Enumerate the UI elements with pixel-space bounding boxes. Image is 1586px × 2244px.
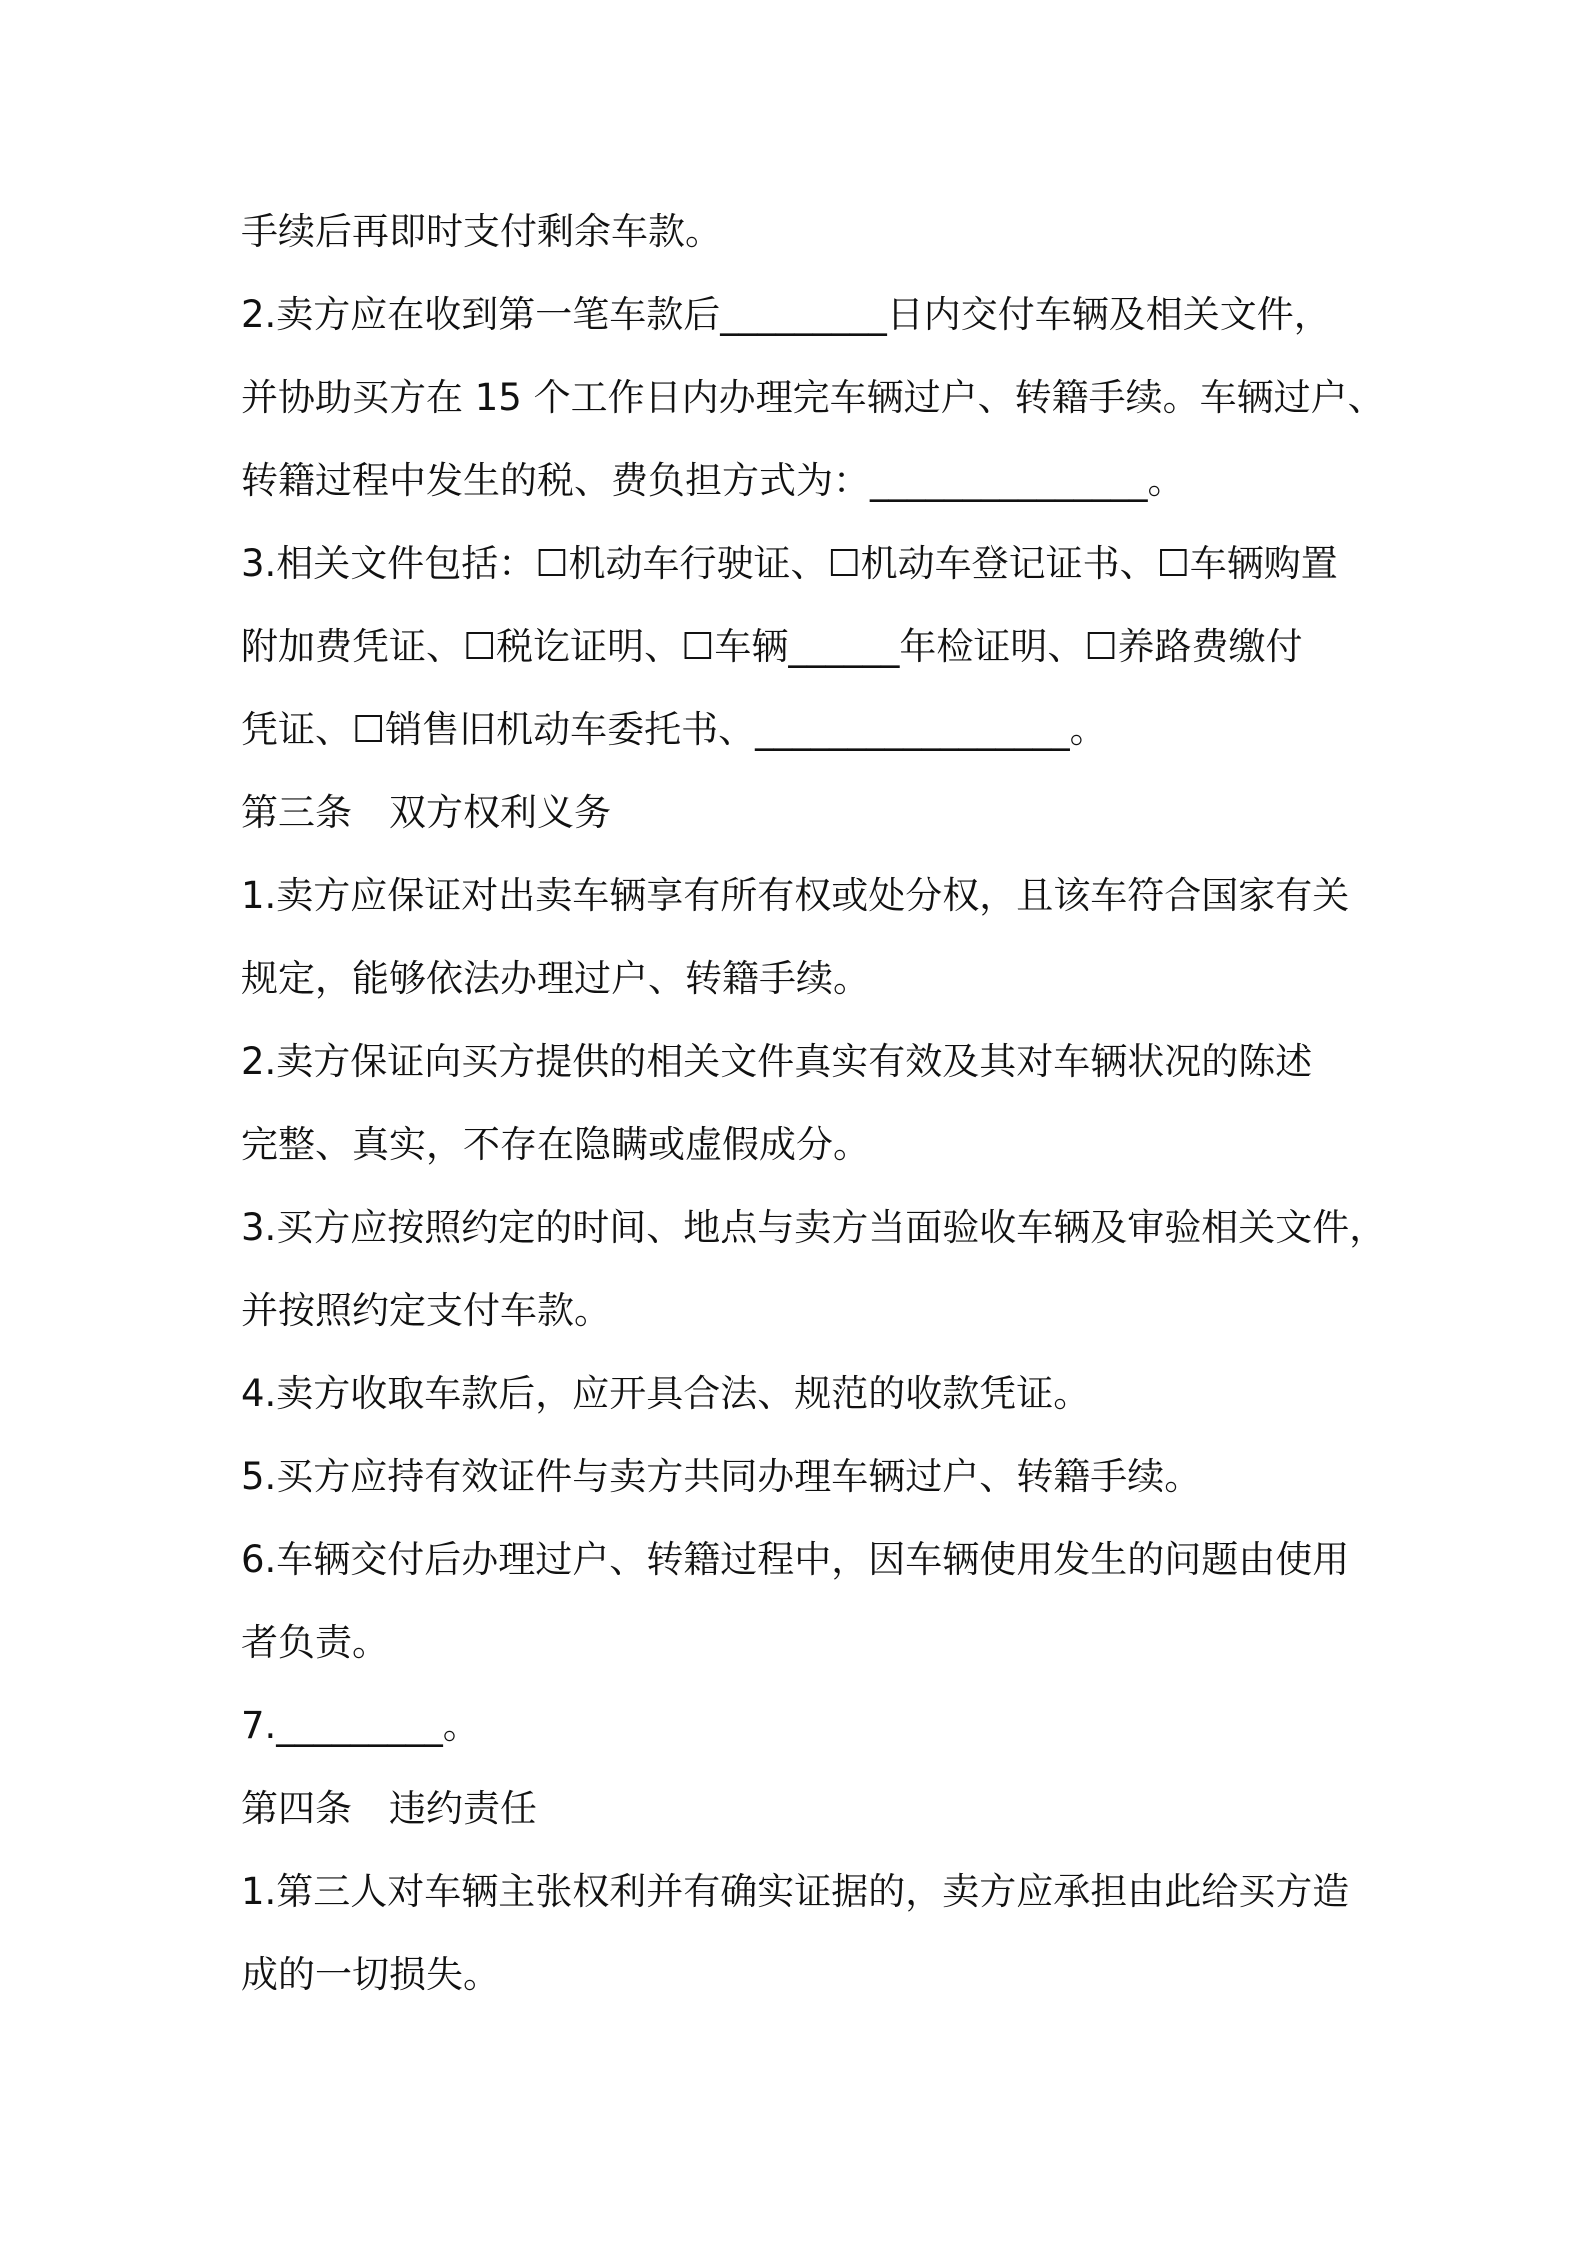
paragraph-line: 手续后再即时支付剩余车款。 xyxy=(241,210,722,253)
paragraph-line: 凭证、☐销售旧机动车委托书、_________________。 xyxy=(241,708,1107,751)
paragraph-line: 1.卖方应保证对出卖车辆享有所有权或处分权，且该车符合国家有关 xyxy=(241,874,1350,917)
paragraph-line: 1.第三人对车辆主张权利并有确实证据的，卖方应承担由此给买方造 xyxy=(241,1870,1350,1913)
paragraph-line: 规定，能够依法办理过户、转籍手续。 xyxy=(241,957,870,1000)
paragraph-line: 附加费凭证、☐税讫证明、☐车辆______年检证明、☐养路费缴付 xyxy=(241,625,1303,668)
paragraph-line: 3.买方应按照约定的时间、地点与卖方当面验收车辆及审验相关文件， xyxy=(241,1206,1387,1249)
paragraph-line: 成的一切损失。 xyxy=(241,1953,500,1996)
paragraph-line: 4.卖方收取车款后，应开具合法、规范的收款凭证。 xyxy=(241,1372,1091,1415)
section-heading-article-4: 第四条 违约责任 xyxy=(241,1787,537,1830)
paragraph-line: 2.卖方应在收到第一笔车款后_________日内交付车辆及相关文件， xyxy=(241,293,1331,336)
paragraph-line: 3.相关文件包括：☐机动车行驶证、☐机动车登记证书、☐车辆购置 xyxy=(241,542,1338,585)
paragraph-line: 7._________。 xyxy=(241,1704,480,1747)
paragraph-line: 者负责。 xyxy=(241,1621,389,1664)
paragraph-line: 6.车辆交付后办理过户、转籍过程中，因车辆使用发生的问题由使用 xyxy=(241,1538,1350,1581)
contract-page xyxy=(241,190,1387,2016)
section-heading-article-3: 第三条 双方权利义务 xyxy=(241,791,611,834)
paragraph-line: 并按照约定支付车款。 xyxy=(241,1289,611,1332)
paragraph-line: 完整、真实，不存在隐瞒或虚假成分。 xyxy=(241,1123,870,1166)
paragraph-line: 转籍过程中发生的税、费负担方式为：_______________。 xyxy=(241,459,1185,502)
paragraph-line: 2.卖方保证向买方提供的相关文件真实有效及其对车辆状况的陈述 xyxy=(241,1040,1313,1083)
paragraph-line: 5.买方应持有效证件与卖方共同办理车辆过户、转籍手续。 xyxy=(241,1455,1202,1498)
paragraph-line: 并协助买方在 15 个工作日内办理完车辆过户、转籍手续。车辆过户、 xyxy=(241,376,1385,419)
